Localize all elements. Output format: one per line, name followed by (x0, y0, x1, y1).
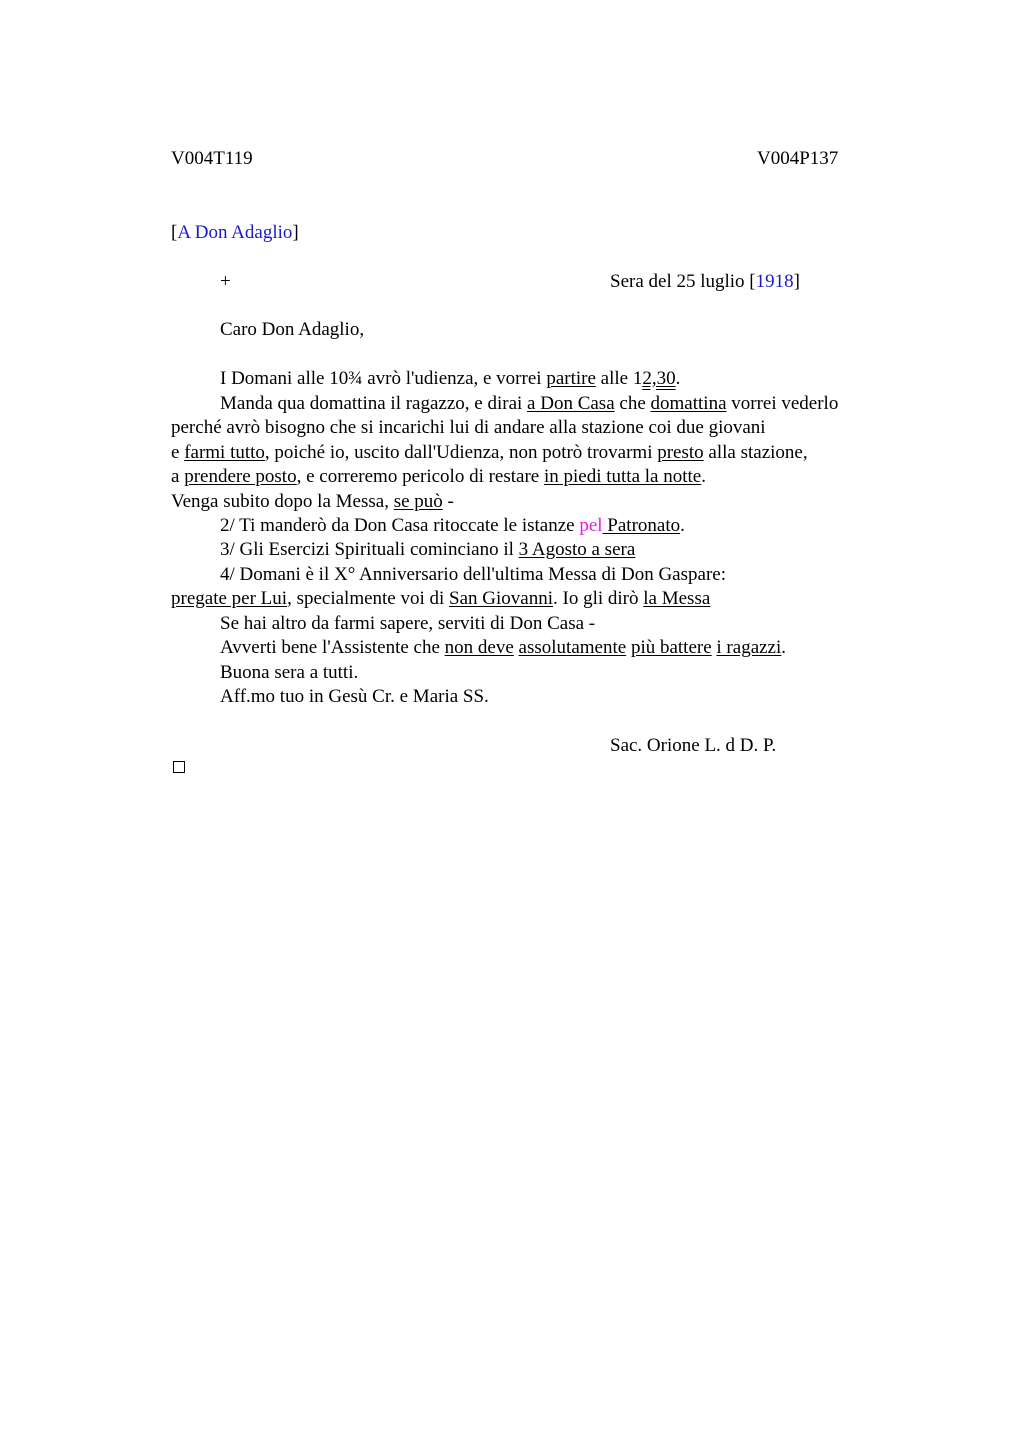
underlined-text: partire (546, 368, 596, 389)
letter-line-9: 4/ Domani è il X° Anniversario dell'ultima Messa di Don Gaspare: (220, 564, 726, 585)
text: . Io gli dirò (553, 588, 644, 609)
highlighted-text: pel (579, 515, 603, 536)
bracket-open: [ (171, 222, 178, 243)
letter-line-1 (220, 369, 680, 388)
text: vorrei vederlo (726, 393, 839, 414)
underlined-text: pregate per Lui (171, 588, 288, 609)
cross-symbol: + (220, 271, 231, 292)
bracket-close: ] (292, 222, 299, 243)
text: , poiché io, uscito dall'Udienza, non potrò trovarmi (264, 442, 658, 463)
underlined-text: i ragazzi (716, 637, 782, 658)
text: Avverti bene l'Assistente che (220, 637, 445, 658)
underlined-text: San Giovanni (449, 588, 554, 609)
salutation: Caro Don Adaglio, (220, 319, 365, 340)
letter-line-2 (220, 394, 838, 413)
letter-line-7 (220, 516, 685, 535)
text: alle 1 (595, 368, 643, 389)
letter-line-6 (171, 492, 454, 511)
text: Manda qua domattina il ragazzo, e dirai (220, 393, 528, 414)
text: . (781, 637, 787, 658)
letter-line-4 (171, 443, 808, 462)
underlined-text: in piedi tutta la notte (543, 466, 702, 487)
dateline (610, 272, 800, 291)
text: . (680, 515, 685, 536)
text: , specialmente voi di (287, 588, 450, 609)
letter-line-12 (220, 638, 786, 657)
archive-code-left: V004T119 (171, 148, 253, 169)
letter-line-14: Aff.mo tuo in Gesù Cr. e Maria SS. (220, 686, 489, 707)
underlined-text: se può (393, 491, 443, 512)
text: 2/ Ti manderò da Don Casa ritoccate le istanze (220, 515, 580, 536)
letter-line-11: Se hai altro da farmi sapere, serviti di Don Casa - (220, 613, 596, 634)
text: alla stazione, (703, 442, 808, 463)
signature: Sac. Orione L. d D. P. (610, 735, 777, 756)
text: . (701, 466, 706, 487)
underlined-text: 3 Agosto a sera (518, 539, 636, 560)
date-close: ] (793, 271, 800, 292)
underlined-text: a Don Casa (527, 393, 615, 414)
text: - (442, 491, 454, 512)
underlined-text: assolutamente (518, 637, 627, 658)
letter-line-10 (171, 589, 710, 608)
underlined-text: farmi tutto (184, 442, 265, 463)
text: , e correremo pericolo di restare (296, 466, 544, 487)
letter-line-3: perché avrò bisogno che si incarichi lui di andare alla stazione coi due giovani (171, 417, 766, 438)
text: Venga subito dopo la Messa, (171, 491, 394, 512)
recipient-line (171, 223, 299, 242)
underlined-text: non deve (444, 637, 514, 658)
underlined-text: più battere (630, 637, 712, 658)
underlined-text: domattina (650, 393, 727, 414)
text: e (171, 442, 185, 463)
end-box-icon (173, 761, 185, 773)
double-underlined-text: 2,30 (642, 368, 676, 389)
date-text: Sera del 25 luglio [ (610, 271, 756, 292)
text: 3/ Gli Esercizi Spirituali cominciano il (220, 539, 519, 560)
date-year: 1918 (755, 271, 794, 292)
underlined-text: prendere posto (184, 466, 297, 487)
text: a (171, 466, 185, 487)
letter-line-5 (171, 467, 706, 486)
underlined-text: Patronato (602, 515, 681, 536)
underlined-text: la Messa (643, 588, 711, 609)
text: che (614, 393, 651, 414)
text: . (675, 368, 681, 389)
letter-line-13: Buona sera a tutti. (220, 662, 359, 683)
underlined-text: presto (657, 442, 704, 463)
text: I Domani alle 10¾ avrò l'udienza, e vorrei (220, 368, 547, 389)
letter-line-8 (220, 540, 635, 559)
archive-code-right: V004P137 (757, 148, 839, 169)
recipient-name: A Don Adaglio (177, 222, 293, 243)
